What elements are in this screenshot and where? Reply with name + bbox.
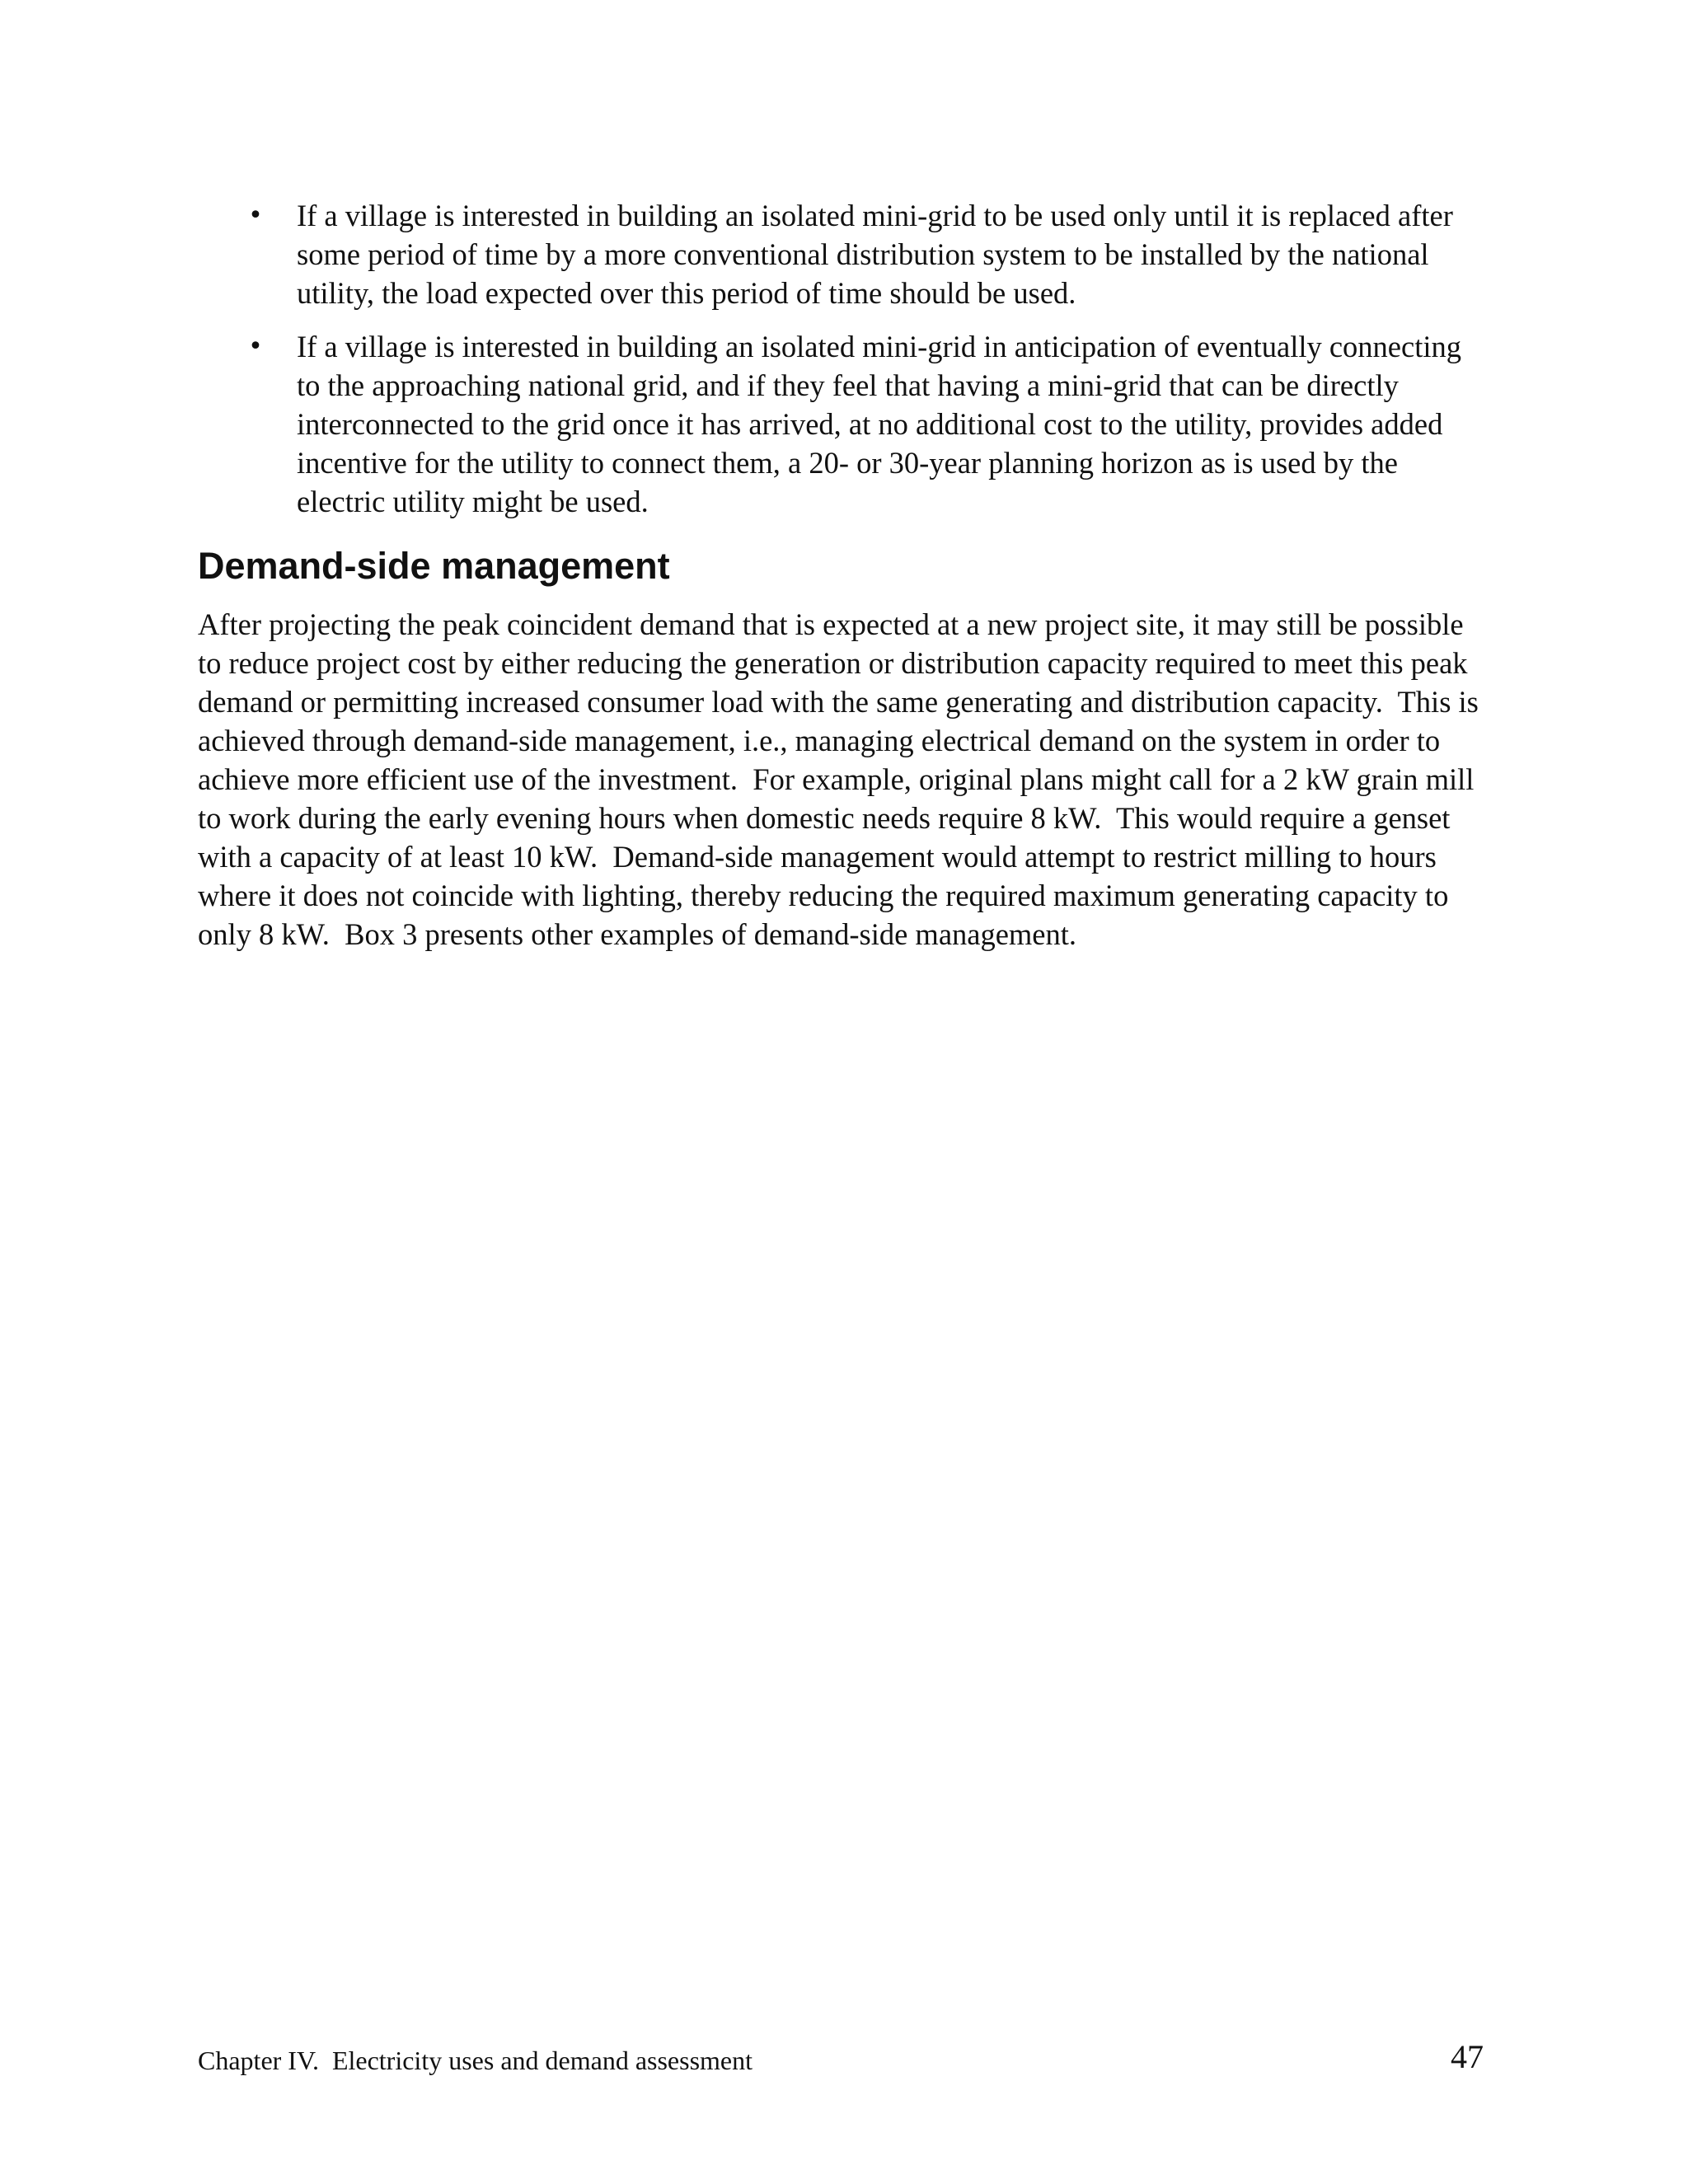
bullet-text: If a village is interested in building an isolated mini-grid in anticipation of eventually connecting to the approaching national grid, and if they feel that having a mini-grid that can be directly interconnected to the grid once it has arrived, at no additional cost to the utility, provides added incentive for the utility to connect them, a 20- or 30-year planning horizon as is used by the electric utility might be used. — [297, 330, 1461, 518]
section-heading: Demand-side management — [198, 545, 670, 587]
page-content — [198, 196, 1484, 954]
footer-chapter-title: Chapter IV. Electricity uses and demand assessment — [198, 2046, 753, 2075]
body-paragraph: After projecting the peak coincident demand that is expected at a new project site, it may still be possible to reduce project cost by either reducing the generation or distribution capacity required to meet this peak demand or permitting increased consumer load with the same generating and distribution capacity. This is achieved through demand-side management, i.e., managing electrical demand on the system in order to achieve more efficient use of the investment. For example, original plans might call for a 2 kW grain mill to work during the early evening hours when domestic needs require 8 kW. This would require a genset with a capacity of at least 10 kW. Demand-side management would attempt to restrict milling to hours where it does not coincide with lighting, thereby reducing the required maximum generating capacity to only 8 kW. Box 3 presents other examples of demand-side management. — [198, 607, 1486, 951]
page-number: 47 — [1451, 2038, 1484, 2075]
list-item — [198, 196, 1484, 312]
page-footer — [198, 2037, 1484, 2077]
bullet-icon: • — [248, 332, 263, 361]
bullet-text: If a village is interested in building an isolated mini-grid to be used only until it is replaced after some period of time by a more conventional distribution system to be installed by the national utility, the load expected over this period of time should be used. — [297, 199, 1453, 310]
bullet-icon: • — [248, 201, 263, 230]
bullet-list — [198, 196, 1484, 521]
list-item — [198, 327, 1484, 521]
